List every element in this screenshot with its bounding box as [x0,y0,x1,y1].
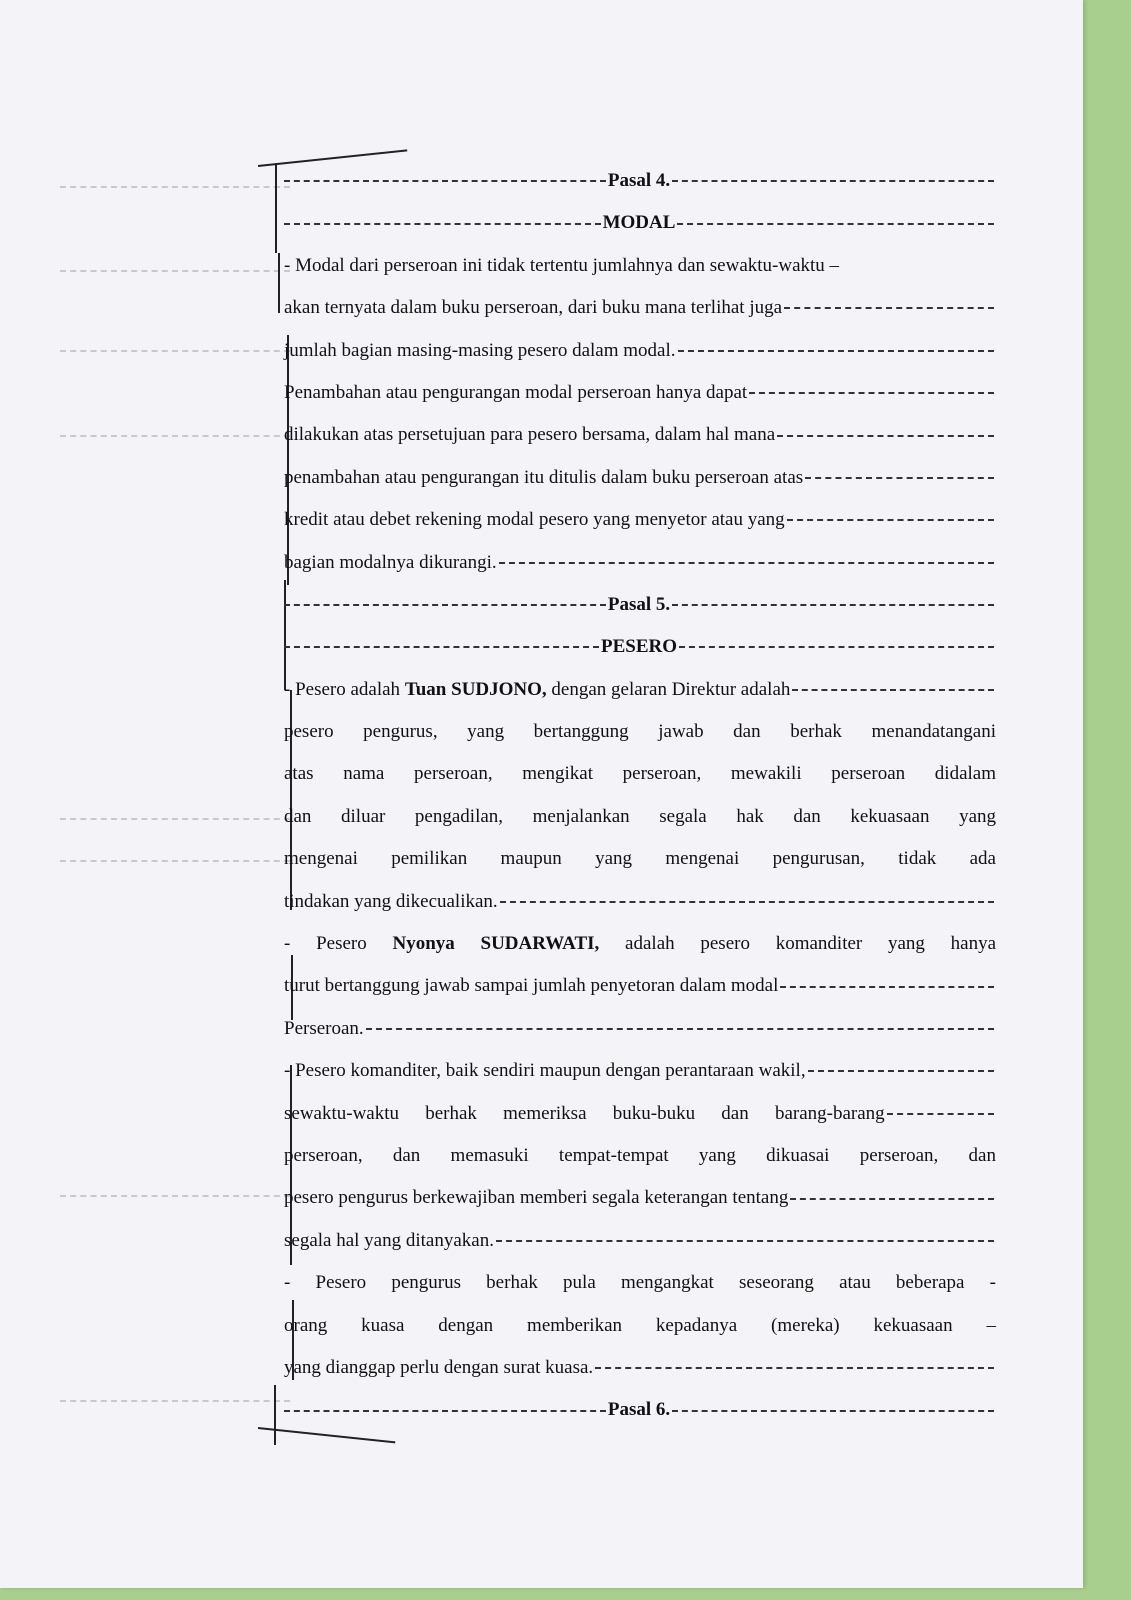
line-text: - Modal dari perseroan ini tidak tertentu jumlahnya dan sewaktu-waktu – [284,254,840,276]
line-text: Pasal 4. [607,170,671,191]
filler-dashes [672,1410,994,1412]
line-text: dan diluar pengadilan, menjalankan segala hak dan kekuasaan yang [284,805,996,827]
filler-dashes [284,223,601,225]
bleed-through-line [60,860,290,864]
filler-dashes [284,1410,606,1412]
line-text: dilakukan atas persetujuan para pesero bersama, dalam hal mana [284,424,776,446]
line-text [284,923,996,965]
margin-bracket [275,163,277,253]
text-line [284,1050,996,1092]
bleed-through-line [60,350,290,354]
bleed-through-line [60,1400,290,1404]
line-text: perseroan, dan memasuki tempat-tempat yang dikuasai perseroan, dan [284,1144,996,1166]
text-line [284,330,996,372]
party-name: Nyonya SUDARWATI, [392,933,600,955]
text-line [284,1305,996,1347]
filler-dashes [777,435,994,437]
filler-dashes [500,901,994,903]
margin-bracket [278,253,280,313]
party-name: Tuan SUDJONO, [404,678,547,700]
text-line [284,1177,996,1219]
section-heading [284,584,996,626]
text-line [284,796,996,838]
line-text: tindakan yang dikecualikan. [284,890,498,912]
text-line [284,1008,996,1050]
filler-dashes [784,307,994,309]
section-heading [284,1389,996,1431]
bleed-through-line [60,270,290,274]
filler-dashes [499,562,994,564]
line-text: akan ternyata dalam buku perseroan, dari buku mana terlihat juga [284,297,783,319]
text-line [284,245,996,287]
filler-dashes [808,1070,994,1072]
line-text: atas nama perseroan, mengikat perseroan, mewakili perseroan didalam [284,763,996,785]
margin-bracket [274,1385,276,1445]
line-text: Perseroan. [284,1017,364,1039]
bleed-through-line [60,435,290,439]
filler-dashes [672,604,994,606]
section-heading [284,202,996,244]
bleed-through-line [60,186,290,190]
section-heading [284,160,996,202]
line-text-pre: - Pesero adalah [284,678,405,700]
line-text: segala hal yang ditanyakan. [284,1229,494,1251]
line-text: Pasal 5. [607,593,671,615]
text-line [284,881,996,923]
filler-dashes [790,1198,994,1200]
text-line [284,923,996,965]
line-text: kredit atau debet rekening modal pesero yang menyetor atau yang [284,509,785,531]
line-text: pesero pengurus berkewajiban memberi segala keterangan tentang [284,1187,789,1209]
line-text: jumlah bagian masing-masing pesero dalam modal. [284,339,676,361]
document-body [284,160,996,1432]
filler-dashes [780,986,994,988]
filler-dashes [284,604,606,606]
text-line [284,1220,996,1262]
filler-dashes [677,223,994,225]
text-line [284,457,996,499]
filler-dashes [749,392,994,394]
line-text-pre: - Pesero [284,933,393,955]
text-line [284,669,996,711]
filler-dashes [679,646,994,648]
line-text: - Pesero pengurus berhak pula mengangkat seseorang atau beberapa - [284,1272,996,1294]
line-text: Penambahan atau pengurangan modal perseroan hanya dapat [284,381,748,403]
line-text: - Pesero komanditer, baik sendiri maupun dengan perantaraan wakil, [284,1060,806,1082]
line-text: yang dianggap perlu dengan surat kuasa. [284,1356,594,1378]
line-text: turut bertanggung jawab sampai jumlah penyetoran dalam modal [284,975,779,997]
text-line [284,838,996,880]
section-heading [284,626,996,668]
text-line [284,499,996,541]
filler-dashes [595,1367,994,1369]
line-text: orang kuasa dengan memberikan kepadanya (mereka) kekuasaan – [284,1314,996,1336]
text-line [284,1262,996,1304]
text-line [284,1093,996,1135]
line-text: penambahan atau pengurangan itu ditulis dalam buku perseroan atas [284,466,804,488]
line-text: PESERO [600,636,678,658]
line-text: sewaktu-waktu berhak memeriksa buku-buku dan barang-barang [284,1102,885,1124]
bleed-through-line [60,818,290,822]
line-text-post: adalah pesero komanditer yang hanya [599,933,997,955]
text-line [284,372,996,414]
text-line [284,965,996,1007]
filler-dashes [787,519,994,521]
filler-dashes [792,689,994,691]
filler-dashes [366,1028,994,1030]
bleed-through-line [60,1195,290,1199]
line-text [284,669,790,711]
filler-dashes [805,477,994,479]
text-line [284,1347,996,1389]
text-line [284,711,996,753]
filler-dashes [672,180,994,182]
filler-dashes [284,180,606,182]
filler-dashes [284,646,599,648]
line-text: Pasal 6. [607,1399,671,1421]
filler-dashes [496,1240,994,1242]
line-text: pesero pengurus, yang bertanggung jawab dan berhak menandatangani [284,721,996,743]
text-line [284,1135,996,1177]
filler-dashes [678,350,994,352]
line-text-post: dengan gelaran Direktur adalah [546,678,791,700]
line-text: MODAL [602,212,676,234]
line-text: bagian modalnya dikurangi. [284,551,497,573]
filler-dashes [887,1113,994,1115]
text-line [284,287,996,329]
line-text: mengenai pemilikan maupun yang mengenai pengurusan, tidak ada [284,848,996,870]
text-line [284,542,996,584]
text-line [284,414,996,456]
text-line [284,753,996,795]
